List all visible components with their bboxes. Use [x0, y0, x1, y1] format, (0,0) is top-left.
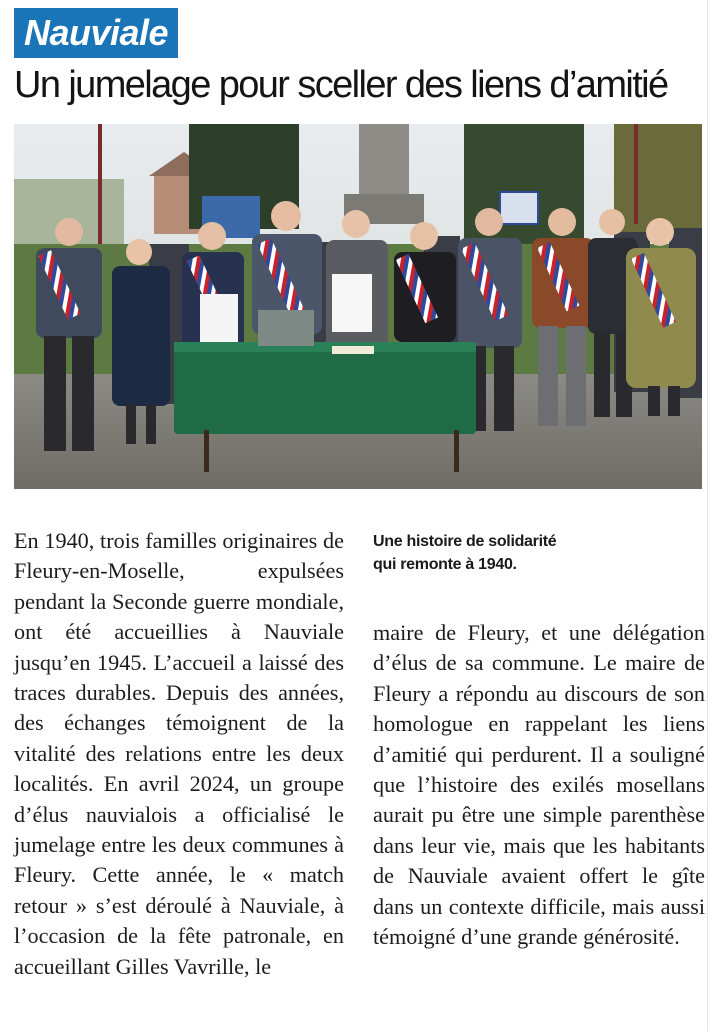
article-subhead: [373, 530, 703, 576]
table-top: [174, 342, 476, 352]
flag-pole-right: [634, 124, 638, 224]
paragraph-left: En 1940, trois familles originaires de Fleury-en-Moselle, expulsées pendant la Seconde guerre mondiale, ont été accueillies à Nauviale jusqu’en 1945. L’accueil a laissé des traces durables. Depuis des années, des échanges témoignent de la vitalité des relations entre les deux localités. En avril 2024, un groupe d’élus nauvialois a officialisé le jumelage entre les deux communes à Fleury. Cette année, le « match retour » s’est déroulé à Nauviale, à l’occasion de la fête patronale, en accueillant Gilles Vavrille, le: [14, 528, 344, 979]
subhead-line-2: qui remonte à 1940.: [373, 556, 517, 573]
document-frame: [258, 310, 314, 346]
signing-table: [174, 346, 476, 434]
table-leg-left: [204, 430, 209, 472]
article-body-right: [373, 618, 705, 952]
section-kicker: Nauviale: [14, 8, 178, 58]
article-photo: [14, 124, 702, 489]
document-on-table: [332, 346, 374, 354]
article-body-left: [14, 526, 344, 982]
subhead-line-1: Une histoire de solidarité: [373, 533, 557, 550]
page-edge-rule: [707, 0, 708, 1031]
paragraph-right: maire de Fleury, et une délégation d’élus de sa commune. Le maire de Fleury a répondu au discours de son homologue en rappelant les liens d’amitié qui perdurent. Il a souligné que l’histoire des exilés mosellans aurait pu être une simple parenthèse dans leur vie, mais que les habitants de Nauviale avaient offert le gîte dans un contexte difficile, mais aussi témoigné d’une grande générosité.: [373, 620, 705, 950]
table-leg-right: [454, 430, 459, 472]
banner-right: [500, 192, 538, 224]
trees-far-right: [614, 124, 702, 234]
article-headline: Un jumelage pour sceller des liens d’amitié: [14, 64, 668, 106]
